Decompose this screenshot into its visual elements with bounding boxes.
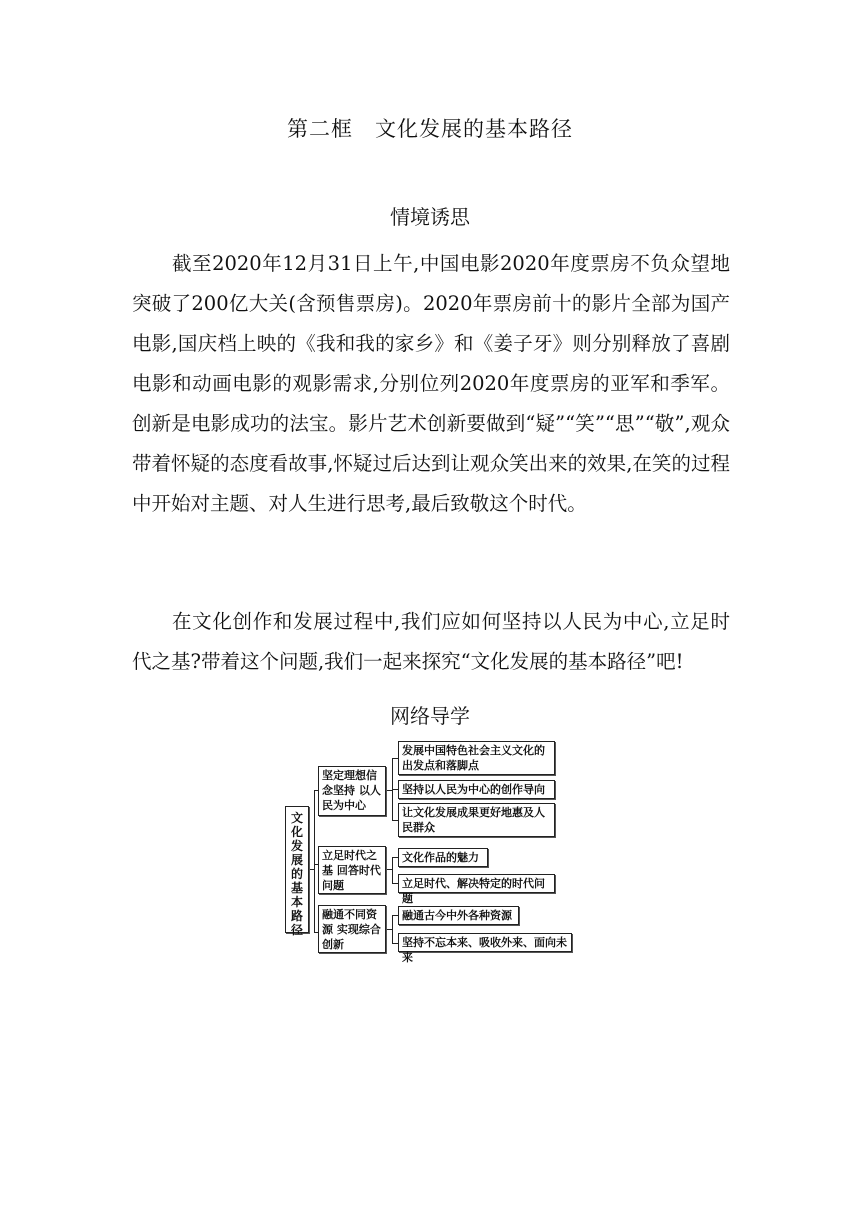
leaf-2-2: 立足时代、解决特定的时代问题 bbox=[398, 874, 555, 893]
situation-heading: 情境诱思 bbox=[390, 205, 470, 229]
connector-line bbox=[314, 790, 315, 932]
leaf-1-1: 发展中国特色社会主义文化的出发点和落脚点 bbox=[398, 741, 555, 775]
leaf-2-1: 文化作品的魅力 bbox=[398, 848, 488, 867]
situation-paragraph-2: 在文化创作和发展过程中,我们应如何坚持以人民为中心,立足时代之基?带着这个问题,我们一起来探究“文化发展的基本路径”吧! bbox=[132, 610, 730, 673]
connector-line bbox=[392, 915, 393, 943]
connector-line bbox=[392, 857, 393, 883]
page-title: 第二框 文化发展的基本路径 bbox=[287, 117, 573, 141]
diagram-root: 文化发展的基本路径 bbox=[285, 806, 309, 933]
leaf-3-2: 坚持不忘本来、吸收外来、面向未来 bbox=[398, 933, 572, 952]
branch-2: 立足时代之基 回答时代问题 bbox=[318, 846, 386, 894]
network-heading: 网络导学 bbox=[390, 704, 470, 728]
branch-1: 坚定理想信念坚持 以人民为中心 bbox=[318, 766, 386, 816]
situation-paragraph-1: 截至2020年12月31日上午,中国电影2020年度票房不负众望地突破了200亿大关(含预售票房)。2020年票房前十的影片全部为国产电影,国庆档上映的《我和我的家乡》和《姜子牙》则分别释放了喜剧电影和动画电影的观影需求,分别位列2020年度票房的亚军和季军。创新是电影成功的法宝。影片艺术创新要做到“疑”“笑”“思”“敬”,观众带着怀疑的态度看故事,怀疑过后达到让观众笑出来的效果,在笑的过程中开始对主题、对人生进行思考,最后致敬这个时代。 bbox=[132, 252, 730, 515]
leaf-3-1: 融通古今中外各种资源 bbox=[398, 906, 519, 925]
leaf-1-2: 坚持以人民为中心的创作导向 bbox=[398, 780, 555, 799]
branch-3: 融通不同资源 实现综合创新 bbox=[318, 905, 386, 953]
leaf-1-3: 让文化发展成果更好地惠及人民群众 bbox=[398, 803, 555, 837]
